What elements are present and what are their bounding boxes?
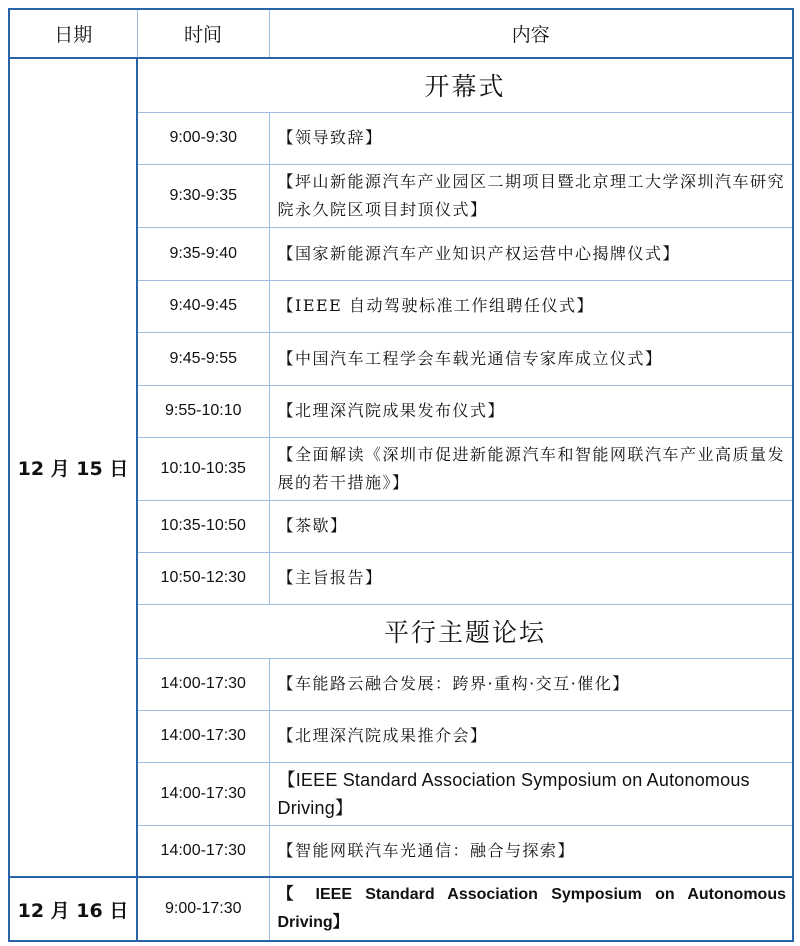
time-cell: 9:35-9:40: [137, 227, 269, 280]
content-cell: 【智能网联汽车光通信：融合与探索】: [269, 825, 793, 877]
time-cell: 9:00-17:30: [137, 877, 269, 941]
date-cell-day2: 12 月 16 日: [9, 877, 137, 941]
content-cell: 【车能路云融合发展：跨界·重构·交互·催化】: [269, 658, 793, 710]
content-cell: 【 IEEE Standard Association Symposium on Autonomous Driving】: [269, 877, 793, 941]
time-cell: 10:50-12:30: [137, 552, 269, 604]
content-cell: 【国家新能源汽车产业知识产权运营中心揭牌仪式】: [269, 227, 793, 280]
header-time: 时间: [137, 9, 269, 58]
header-date: 日期: [9, 9, 137, 58]
header-row: [9, 9, 793, 58]
content-cell: 【IEEE 自动驾驶标准工作组聘任仪式】: [269, 280, 793, 332]
time-cell: 14:00-17:30: [137, 710, 269, 762]
time-cell: 10:10-10:35: [137, 437, 269, 500]
content-cell: 【北理深汽院成果推介会】: [269, 710, 793, 762]
content-cell: 【IEEE Standard Association Symposium on Autonomous Driving】: [269, 762, 793, 825]
section-title-opening: 开幕式: [137, 58, 793, 112]
header-content: 内容: [269, 9, 793, 58]
content-cell: 【主旨报告】: [269, 552, 793, 604]
time-cell: 9:00-9:30: [137, 112, 269, 164]
content-cell: 【茶歇】: [269, 500, 793, 552]
time-cell: 9:45-9:55: [137, 332, 269, 385]
date-cell-day1: 12 月 15 日: [9, 58, 137, 877]
content-cell: 【北理深汽院成果发布仪式】: [269, 385, 793, 437]
time-cell: 14:00-17:30: [137, 762, 269, 825]
time-cell: 10:35-10:50: [137, 500, 269, 552]
schedule-table: [8, 8, 794, 942]
table-row-day2: [9, 877, 793, 941]
content-cell: 【全面解读《深圳市促进新能源汽车和智能网联汽车产业高质量发展的若干措施》】: [269, 437, 793, 500]
time-cell: 9:40-9:45: [137, 280, 269, 332]
time-cell: 9:55-10:10: [137, 385, 269, 437]
time-cell: 14:00-17:30: [137, 658, 269, 710]
content-cell: 【领导致辞】: [269, 112, 793, 164]
section-title-forum: 平行主题论坛: [137, 604, 793, 658]
content-cell: 【坪山新能源汽车产业园区二期项目暨北京理工大学深圳汽车研究院永久院区项目封顶仪式】: [269, 164, 793, 227]
section-row-opening: [9, 58, 793, 112]
time-cell: 9:30-9:35: [137, 164, 269, 227]
content-cell: 【中国汽车工程学会车载光通信专家库成立仪式】: [269, 332, 793, 385]
schedule-container: [8, 8, 792, 938]
time-cell: 14:00-17:30: [137, 825, 269, 877]
